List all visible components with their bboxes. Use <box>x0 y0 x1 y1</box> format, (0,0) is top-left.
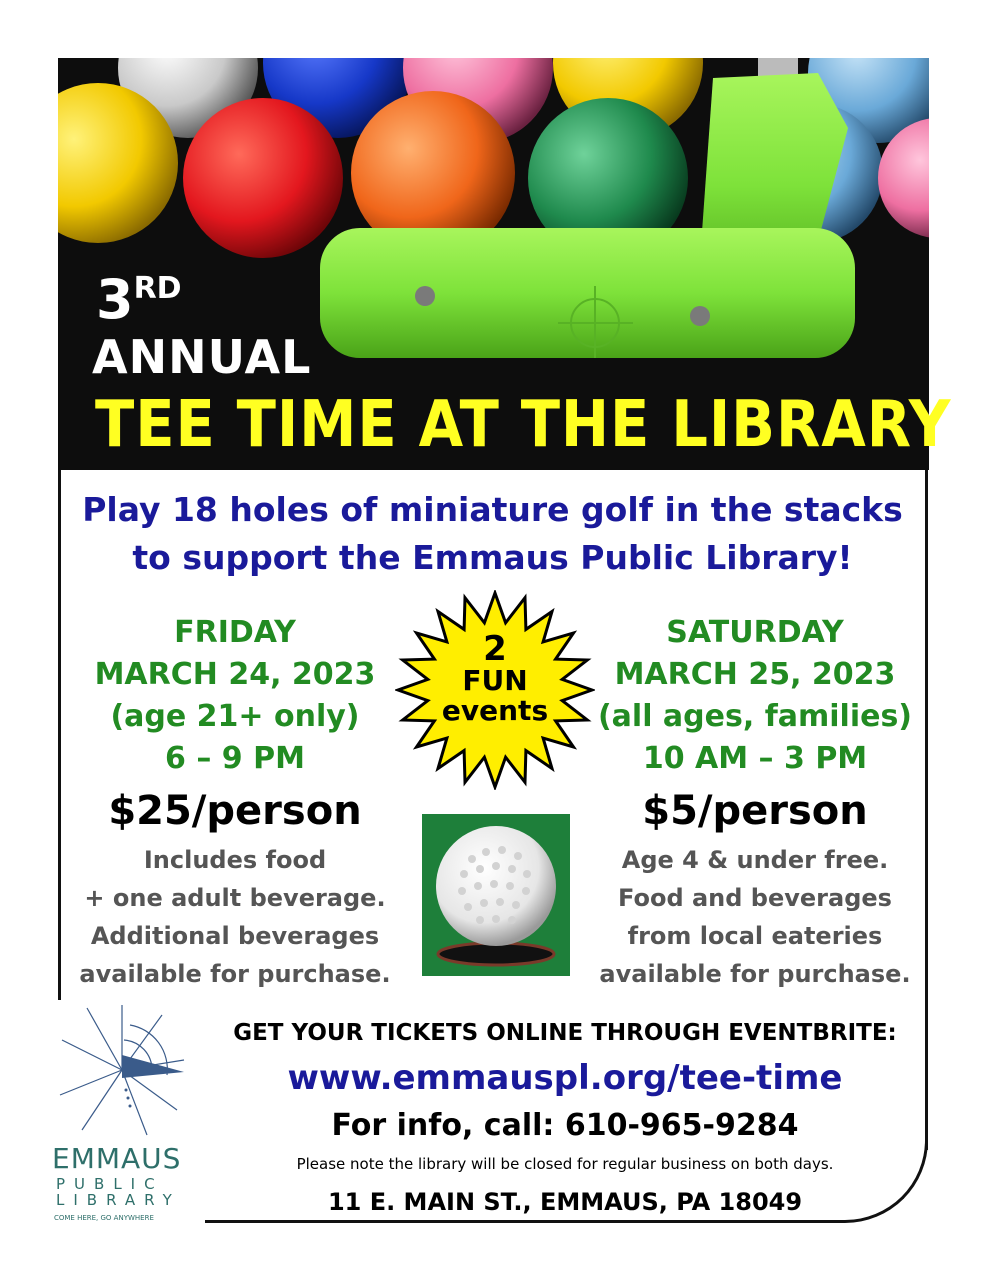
friday-detail: Additional beverages <box>90 922 380 950</box>
friday-detail: + one adult beverage. <box>84 884 386 912</box>
saturday-time: 10 AM – 3 PM <box>642 741 868 776</box>
logo-subtitle <box>56 1176 196 1208</box>
saturday-day: SATURDAY <box>666 615 844 650</box>
intro-line-1: Play 18 holes of miniature golf in the stacks <box>82 490 903 529</box>
ordinal-suffix: RD <box>133 271 182 306</box>
saturday-audience: (all ages, families) <box>597 699 913 734</box>
friday-detail: Includes food <box>143 846 327 874</box>
burst-line-2: events <box>441 694 549 727</box>
friday-event <box>60 612 410 992</box>
logo-sub-line-1: PUBLIC <box>56 1175 164 1193</box>
saturday-detail: from local eateries <box>627 922 883 950</box>
golf-ball-icon <box>422 814 570 976</box>
saturday-price: $5/person <box>642 788 868 834</box>
friday-price: $25/person <box>108 788 362 834</box>
intro-line-2: to support the Emmaus Public Library! <box>132 538 853 577</box>
library-logo-icon <box>52 1000 192 1140</box>
saturday-detail: Age 4 & under free. <box>621 846 889 874</box>
saturday-detail: available for purchase. <box>599 960 911 988</box>
ordinal-heading <box>96 268 182 331</box>
tickets-heading: GET YOUR TICKETS ONLINE THROUGH EVENTBRITE: <box>233 1020 897 1046</box>
saturday-date: MARCH 25, 2023 <box>614 657 896 692</box>
friday-detail: available for purchase. <box>79 960 391 988</box>
friday-audience: (age 21+ only) <box>110 699 360 734</box>
burst-line-1: FUN <box>462 664 528 697</box>
ordinal-number: 3 <box>96 268 134 331</box>
event-title: TEE TIME AT THE LIBRARY <box>95 388 952 462</box>
golf-ball-image <box>422 814 570 976</box>
saturday-event <box>580 612 930 992</box>
info-phone: For info, call: 610-965-9284 <box>331 1108 799 1143</box>
starburst-text <box>395 629 595 727</box>
logo-tagline: COME HERE, GO ANYWHERE <box>54 1214 154 1222</box>
burst-number: 2 <box>483 629 507 669</box>
saturday-detail: Food and beverages <box>618 884 892 912</box>
logo-name: EMMAUS <box>52 1142 182 1175</box>
library-address: 11 E. MAIN ST., EMMAUS, PA 18049 <box>327 1188 803 1216</box>
intro-text <box>60 486 925 582</box>
friday-time: 6 – 9 PM <box>165 741 305 776</box>
friday-day: FRIDAY <box>174 615 296 650</box>
closure-note: Please note the library will be closed for regular business on both days. <box>296 1155 834 1173</box>
tickets-url-link[interactable]: www.emmauspl.org/tee-time <box>287 1058 843 1098</box>
annual-label: ANNUAL <box>92 330 312 384</box>
logo-sub-line-2: LIBRARY <box>56 1191 181 1209</box>
friday-date: MARCH 24, 2023 <box>94 657 376 692</box>
